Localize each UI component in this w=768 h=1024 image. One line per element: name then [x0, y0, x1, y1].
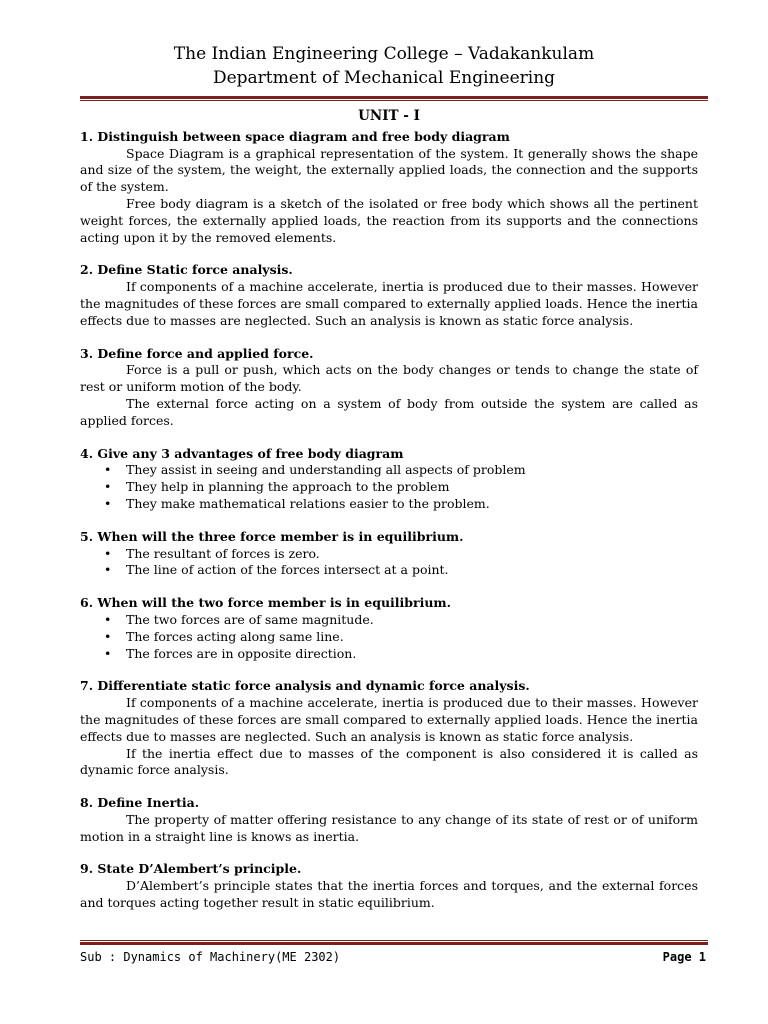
bullet-icon: •: [104, 479, 112, 495]
answer-paragraph: If the inertia effect due to masses of the component is also considered it is called as dynamic force analysis.: [80, 745, 698, 778]
question-block: [80, 678, 698, 779]
bullet-list: [80, 462, 698, 512]
question-block: [80, 346, 698, 430]
answer-paragraph: Force is a pull or push, which acts on the body changes or tends to change the state of rest or uniform motion of the body.: [80, 362, 698, 395]
bullet-text: They make mathematical relations easier to the problem.: [126, 495, 490, 511]
header-rule: [80, 96, 708, 101]
bullet-text: They assist in seeing and understanding all aspects of problem: [126, 462, 526, 478]
bullet-icon: •: [104, 495, 112, 511]
question-block: [80, 795, 698, 845]
bullet-list: [80, 612, 698, 662]
bullet-list: [80, 546, 698, 580]
unit-title: UNIT - I: [358, 108, 420, 124]
bullet-icon: •: [104, 645, 112, 661]
bullet-item: [104, 479, 698, 496]
answer-paragraph: The external force acting on a system of body from outside the system are called as applied forces.: [80, 395, 698, 428]
footer-subject: Sub : Dynamics of Machinery(ME 2302): [80, 950, 341, 964]
bullet-text: The resultant of forces is zero.: [126, 545, 320, 561]
bullet-text: The forces are in opposite direction.: [126, 645, 357, 661]
answer-paragraph: The property of matter offering resistance to any change of its state of rest or of uniform motion in a straight line is knows as inertia.: [80, 811, 698, 844]
bullet-icon: •: [104, 562, 112, 578]
question-title: 1. Distinguish between space diagram and free body diagram: [80, 128, 510, 144]
bullet-item: [104, 545, 698, 563]
question-block: [80, 529, 698, 579]
answer-paragraph: D’Alembert’s principle states that the inertia forces and torques, and the external forces and torques acting together result in static equilibrium.: [80, 878, 698, 911]
question-title: 2. Define Static force analysis.: [80, 262, 293, 278]
bullet-item: [104, 611, 698, 629]
question-block: [80, 262, 698, 329]
bullet-icon: •: [104, 545, 112, 561]
bullet-item: [104, 462, 698, 479]
department-name: Department of Mechanical Engineering: [212, 68, 556, 88]
bullet-icon: •: [104, 462, 112, 478]
question-title: 6. When will the two force member is in equilibrium.: [80, 595, 452, 611]
question-block: [80, 861, 698, 911]
bullet-text: The forces acting along same line.: [126, 628, 344, 644]
question-title: 3. Define force and applied force.: [80, 345, 314, 361]
answer-paragraph: Space Diagram is a graphical representation of the system. It generally shows the shape and size of the system, the weight, the externally applied loads, the connection and the supports of the system.: [80, 145, 698, 195]
footer-page-number: Page 1: [662, 950, 706, 964]
footer-rule: [80, 940, 708, 945]
question-title: 9. State D’Alembert’s principle.: [80, 861, 302, 877]
bullet-item: [104, 645, 698, 663]
document-header: [0, 42, 768, 90]
bullet-item: [104, 628, 698, 646]
question-block: [80, 595, 698, 662]
bullet-icon: •: [104, 628, 112, 644]
question-title: 4. Give any 3 advantages of free body diagram: [80, 445, 404, 461]
question-title: 8. Define Inertia.: [80, 795, 200, 811]
bullet-icon: •: [104, 611, 112, 627]
question-block: [80, 129, 698, 247]
bullet-text: They help in planning the approach to the problem: [126, 479, 450, 495]
bullet-item: [104, 495, 698, 513]
question-title: 5. When will the three force member is in equilibrium.: [80, 528, 464, 544]
college-name: The Indian Engineering College – Vadakankulam: [173, 44, 595, 64]
bullet-text: The line of action of the forces intersect at a point.: [126, 562, 449, 578]
document-body: [80, 108, 698, 928]
question-title: 7. Differentiate static force analysis and dynamic force analysis.: [80, 678, 530, 694]
bullet-text: The two forces are of same magnitude.: [126, 611, 374, 627]
question-list: [80, 129, 698, 912]
bullet-item: [104, 562, 698, 579]
answer-paragraph: If components of a machine accelerate, inertia is produced due to their masses. However the magnitudes of these forces are small compared to externally applied loads. Hence the inertia effects due to masses are neglected. Such an analysis is known as static force analysis.: [80, 695, 698, 744]
answer-paragraph: If components of a machine accelerate, inertia is produced due to their masses. However the magnitudes of these forces are small compared to externally applied loads. Hence the inertia effects due to masses are neglected. Such an analysis is known as static force analysis.: [80, 279, 698, 328]
answer-paragraph: Free body diagram is a sketch of the isolated or free body which shows all the pertinent weight forces, the externally applied loads, the reaction from its supports and the connections acting upon it by the removed elements.: [80, 195, 698, 245]
question-block: [80, 446, 698, 513]
